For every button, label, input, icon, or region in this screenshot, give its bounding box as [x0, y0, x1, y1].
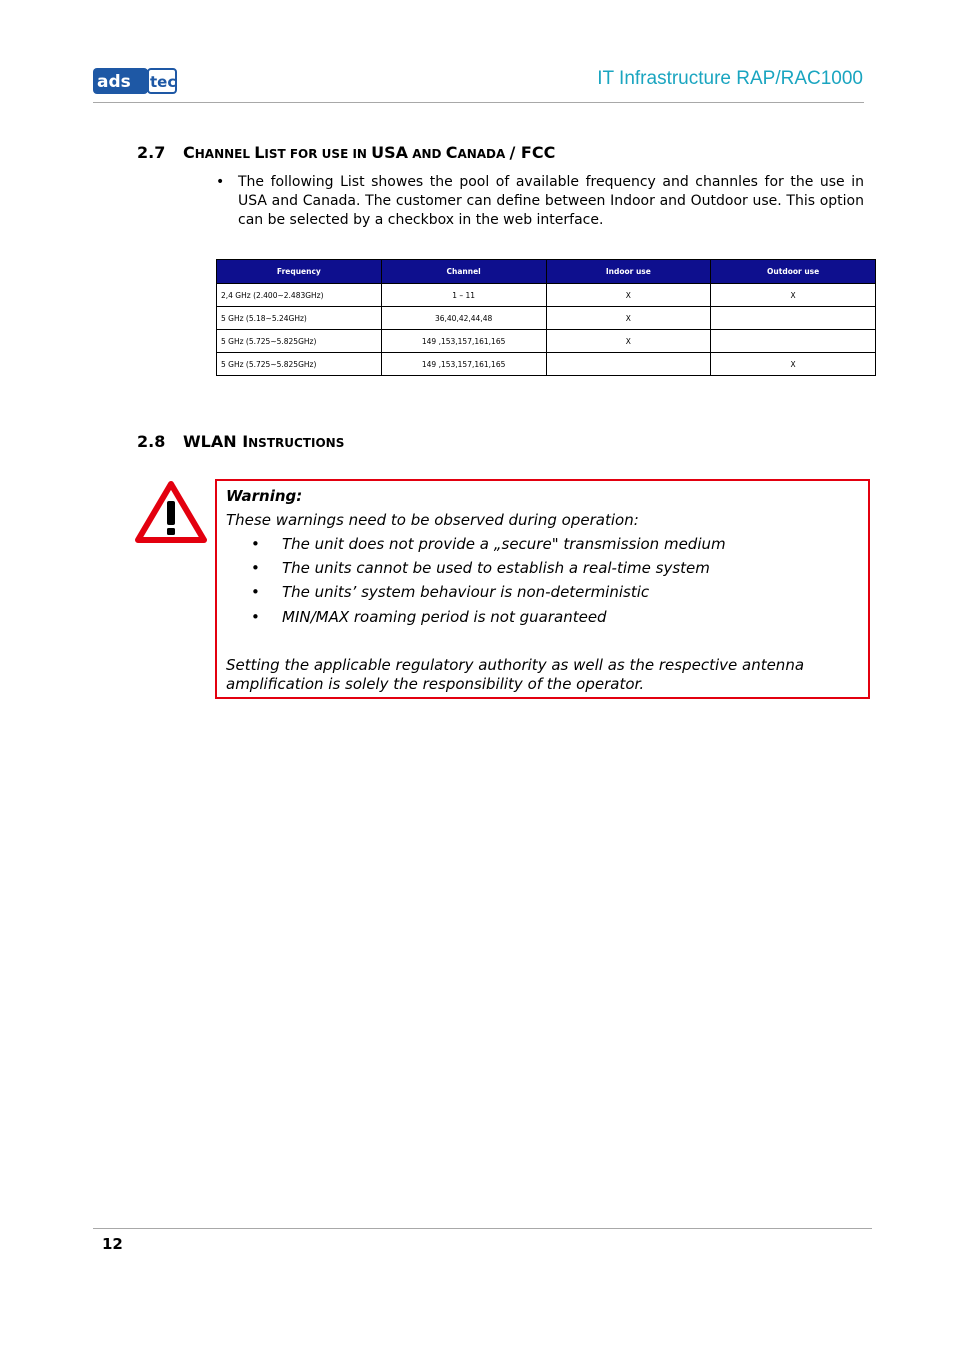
warning-intro: These warnings need to be observed during operation: — [226, 511, 639, 529]
table-cell: 36,40,42,44,48 — [381, 307, 546, 330]
section-heading-2-7 — [137, 143, 555, 162]
table-cell: 1 – 11 — [381, 284, 546, 307]
heading-part: L — [254, 143, 265, 162]
page-number: 12 — [102, 1235, 123, 1253]
table-cell — [711, 307, 876, 330]
bullet-marker: • — [251, 559, 260, 577]
svg-text:ads: ads — [97, 72, 131, 92]
column-header: Indoor use — [546, 260, 711, 284]
heading-part: NSTRUCTIONS — [248, 436, 345, 450]
bullet-marker: • — [251, 535, 260, 553]
svg-text:tec: tec — [150, 73, 177, 91]
section-number: 2.8 — [137, 432, 166, 451]
table-cell: X — [546, 330, 711, 353]
heading-part: ANADA — [457, 147, 510, 161]
heading-part: WLAN I — [183, 432, 249, 451]
header-divider — [93, 102, 864, 103]
section-paragraph: The following List showes the pool of available frequency and channles for the use in USA and Canada. The customer can define between Indoor and Outdoor use. This option can be selected by a checkbox in the web interface. — [238, 174, 864, 228]
table-cell: 149 ,153,157,161,165 — [381, 353, 546, 376]
heading-part: C — [445, 143, 458, 162]
table-row — [217, 284, 876, 307]
bullet-marker: • — [251, 583, 260, 601]
warning-triangle-icon — [135, 481, 207, 543]
heading-part: / FCC — [509, 143, 556, 162]
warning-item: MIN/MAX roaming period is not guaranteed — [282, 608, 607, 626]
heading-part: USA — [371, 143, 409, 162]
table-row — [217, 330, 876, 353]
channel-table — [216, 259, 876, 376]
warning-title: Warning: — [226, 487, 303, 505]
warning-item: The units cannot be used to establish a real-time system — [282, 559, 710, 577]
document-title: IT Infrastructure RAP/RAC1000 — [597, 68, 863, 89]
table-cell: 5 GHz (5.18~5.24GHz) — [217, 307, 382, 330]
footer-divider — [93, 1228, 872, 1229]
table-cell — [711, 330, 876, 353]
heading-part: HANNEL — [194, 147, 255, 161]
table-row — [217, 307, 876, 330]
adstec-logo — [93, 68, 177, 94]
heading-part: AND — [408, 147, 446, 161]
table-cell: X — [546, 284, 711, 307]
table-cell: 5 GHz (5.725~5.825GHz) — [217, 353, 382, 376]
table-header-row — [217, 260, 876, 284]
section-heading-2-8 — [137, 432, 344, 451]
table-cell — [546, 353, 711, 376]
table-cell: 149 ,153,157,161,165 — [381, 330, 546, 353]
table-cell: 2,4 GHz (2.400~2.483GHz) — [217, 284, 382, 307]
table-cell: 5 GHz (5.725~5.825GHz) — [217, 330, 382, 353]
heading-part: C — [183, 143, 195, 162]
table-row — [217, 353, 876, 376]
section-number: 2.7 — [137, 143, 166, 162]
table-cell: X — [546, 307, 711, 330]
warning-note: Setting the applicable regulatory authority as well as the respective antenna amplification is solely the responsibility of the operator. — [226, 656, 805, 693]
warning-item: The unit does not provide a „secure" transmission medium — [282, 535, 726, 553]
column-header: Channel — [381, 260, 546, 284]
bullet-marker: • — [251, 608, 260, 626]
warning-item: The units’ system behaviour is non-deterministic — [282, 583, 650, 601]
column-header: Outdoor use — [711, 260, 876, 284]
table-cell: X — [711, 353, 876, 376]
bullet-marker: • — [216, 174, 225, 190]
column-header: Frequency — [217, 260, 382, 284]
heading-part: IST FOR USE IN — [264, 147, 372, 161]
table-cell: X — [711, 284, 876, 307]
